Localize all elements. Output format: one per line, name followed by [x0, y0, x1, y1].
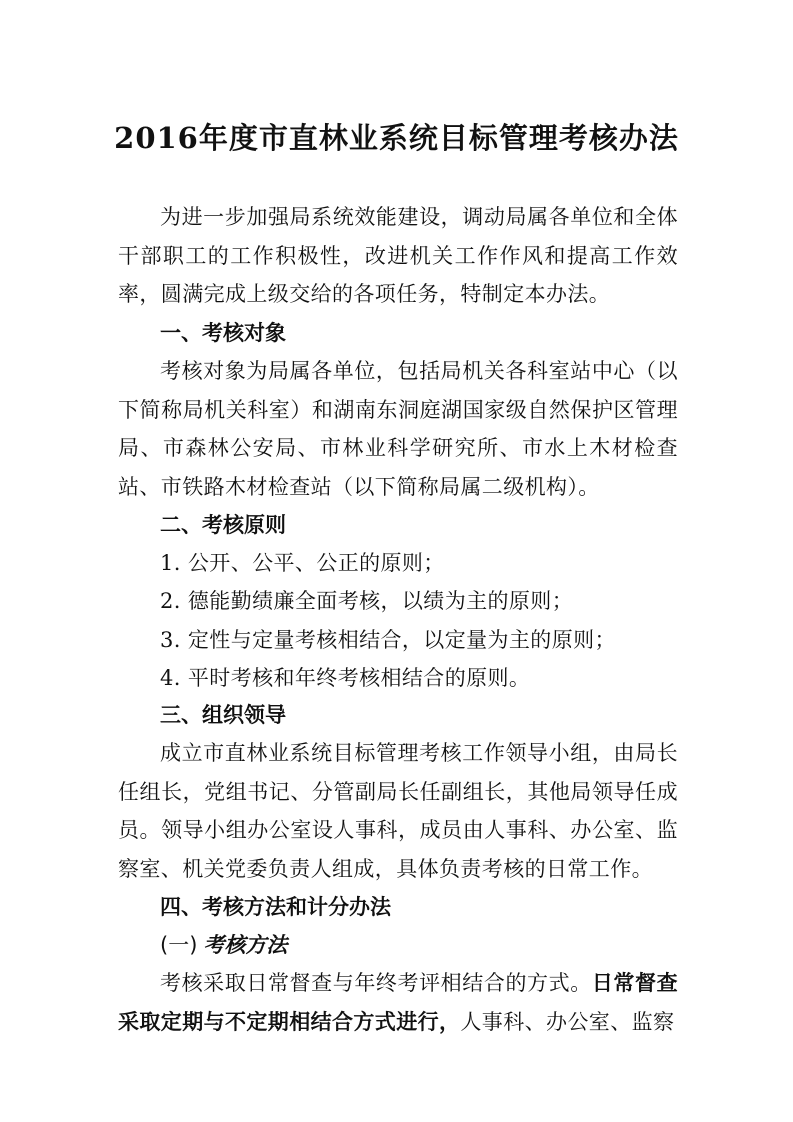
section-heading-assessment-targets: 一、考核对象 [160, 321, 286, 345]
document-title: 2016年度市直林业系统目标管理考核办法 [114, 121, 679, 155]
intro-paragraph: 为进一步加强局系统效能建设，调动局属各单位和全体干部职工的工作积极性，改进机关工作作风和提高工作效率，圆满完成上级交给的各项任务，特制定本办法。 [118, 205, 678, 306]
principle-item: 2. 德能勤绩廉全面考核，以绩为主的原则； [160, 589, 574, 613]
methods-text-normal: 考核采取日常督查与年终考评相结合的方式。 [160, 971, 592, 995]
assessment-targets-paragraph: 考核对象为局属各单位，包括局机关各科室站中心（以下简称局机关科室）和湖南东洞庭湖国家级自然保护区管理局、市森林公安局、市林业科学研究所、市水上木材检查站、市铁路木材检查站（以下简称局属二级机构）。 [118, 359, 678, 499]
subsection-heading-methods [160, 926, 287, 964]
section-heading-principles: 二、考核原则 [160, 513, 286, 537]
methods-text-normal: 人事科、办公室、监察 [460, 1009, 675, 1034]
subsection-number: (一) [160, 933, 198, 957]
subsection-label: 考核方法 [203, 932, 288, 957]
methods-text-bold: 日常督查采取定期与不定期相结合方式进行， [118, 970, 679, 1034]
section-heading-organization: 三、组织领导 [160, 703, 286, 727]
section-heading-methods: 四、考核方法和计分办法 [160, 895, 391, 919]
principle-item: 1. 公开、公平、公正的原则； [160, 551, 445, 575]
principle-item: 3. 定性与定量考核相结合，以定量为主的原则； [160, 628, 616, 652]
methods-paragraph [118, 964, 678, 1041]
organization-paragraph: 成立市直林业系统目标管理考核工作领导小组，由局长任组长，党组书记、分管副局长任副组长，其他局领导任成员。领导小组办公室设人事科，成员由人事科、办公室、监察室、机关党委负责人组成，具体负责考核的日常工作。 [118, 741, 678, 881]
principle-item: 4. 平时考核和年终考核相结合的原则。 [160, 666, 531, 690]
